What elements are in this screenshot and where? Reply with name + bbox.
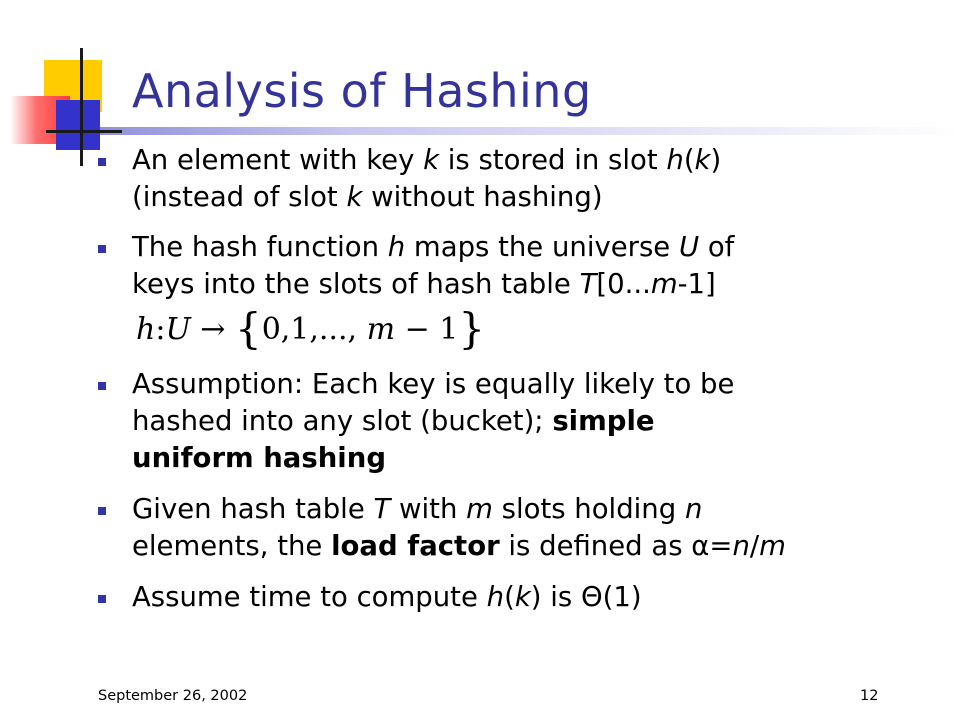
bullet-hash-function: The hash function h maps the universe U of keys into the slots of hash table T[0...m-1] h:U → {0,1,..., m − 1} <box>96 229 946 352</box>
bullet-load-factor: Given hash table T with m slots holding n elements, the load factor is defined as α=n/m <box>96 491 946 565</box>
bullet-list <box>96 142 946 616</box>
slide-title: Analysis of Hashing <box>132 64 592 118</box>
square-bullet-icon <box>98 382 106 390</box>
square-bullet-icon <box>98 158 106 166</box>
footer-date: September 26, 2002 <box>98 688 248 704</box>
bullet-element-stored: An element with key k is stored in slot h(k) (instead of slot k without hashing) <box>96 142 946 216</box>
slide-number: 12 <box>860 688 879 704</box>
square-bullet-icon <box>98 245 106 253</box>
hash-function-formula: h:U → {0,1,..., m − 1} <box>136 304 486 353</box>
title-underline-gradient <box>96 127 960 135</box>
square-bullet-icon <box>98 507 106 515</box>
bullet-compute-time: Assume time to compute h(k) is Θ(1) <box>96 579 946 616</box>
square-bullet-icon <box>98 595 106 603</box>
logo-horizontal-line <box>46 130 122 133</box>
logo-vertical-line <box>80 48 83 166</box>
bullet-assumption: Assumption: Each key is equally likely to be hashed into any slot (bucket); simple uniform hashing <box>96 366 946 477</box>
logo-blue-square <box>56 100 100 150</box>
